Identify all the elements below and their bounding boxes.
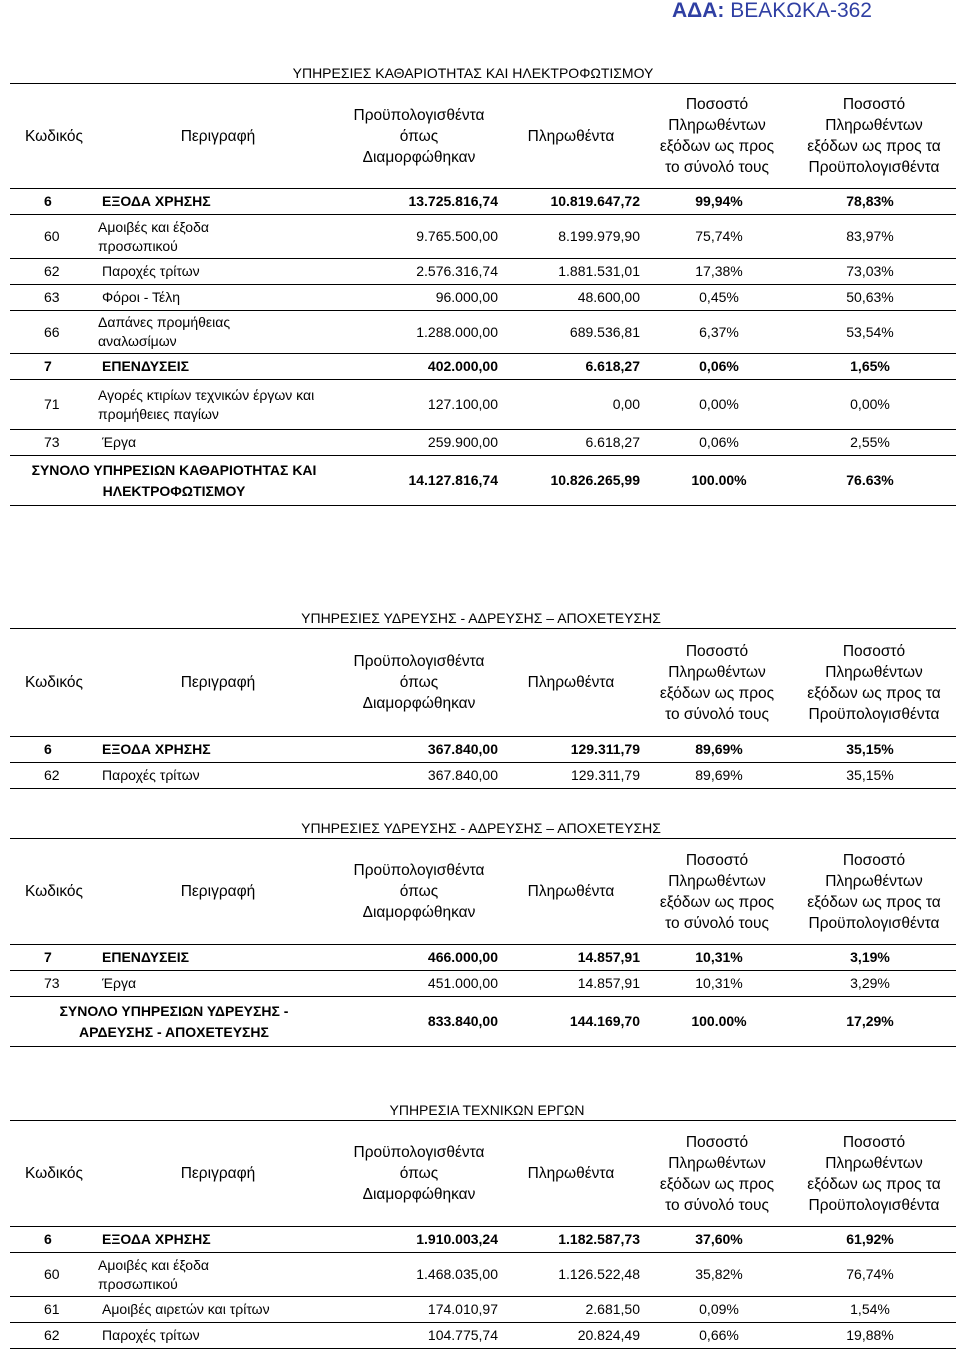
table-cell: 6 [10, 189, 98, 215]
table-cell: 10,31% [642, 945, 792, 971]
text: Δαπάνες προμήθειας αναλωσίμων [98, 314, 231, 349]
table-cell: 78,83% [792, 189, 956, 215]
text: Ποσοστό [842, 642, 906, 660]
table-cell: 0,06% [642, 430, 792, 456]
text: Πληρωθέντων [825, 1154, 923, 1172]
text: το σύνολό τους [665, 914, 769, 932]
total-row [10, 456, 956, 506]
text: Διαμορφώθηκαν [362, 904, 476, 921]
text: ΥΠΗΡΕΣΙΕΣ ΥΔΡΕΥΣΗΣ - ΑΔΡΕΥΣΗΣ – ΑΠΟΧΕΤΕΥΣΗΣ [301, 610, 661, 626]
col-desc: Περιγραφή [98, 1121, 338, 1227]
text: Αγορές κτιρίων τεχνικών έργων και προμήθειες παγίων [98, 386, 315, 422]
table-cell: 35,15% [792, 737, 956, 763]
table-cell: 0,45% [642, 285, 792, 311]
table-cell: Έργα [98, 430, 338, 456]
table-cell: 10.819.647,72 [500, 189, 642, 215]
text: ΥΠΗΡΕΣΙΑ ΤΕΧΝΙΚΩΝ ΕΡΓΩΝ [389, 1102, 585, 1118]
text: εξόδων ως προς τα [807, 1175, 941, 1193]
table-cell: 50,63% [792, 285, 956, 311]
col-pct-budget [792, 1121, 956, 1227]
table-cell: 2.576.316,74 [338, 259, 500, 285]
table-cell: 19,88% [792, 1323, 956, 1349]
table-cell: 1,54% [792, 1297, 956, 1323]
table-cell: ΕΞΟΔΑ ΧΡΗΣΗΣ [98, 189, 338, 215]
text: Ποσοστό [842, 1133, 906, 1151]
col-pct-total [642, 84, 792, 189]
section-water-1 [10, 608, 956, 789]
ada-prefix: ΑΔΑ: [671, 0, 725, 22]
col-code: Κωδικός [10, 839, 98, 945]
table-cell: 63 [10, 285, 98, 311]
text: Διαμορφώθηκαν [362, 695, 476, 712]
table-cell: ΣΥΝΟΛΟ ΥΠΗΡΕΣΙΩΝ ΚΑΘΑΡΙΟΤΗΤΑΣ ΚΑΙ ΗΛΕΚΤΡΟΦΩΤΙΣΜΟΥ [10, 456, 338, 506]
table-cell: 129.311,79 [500, 737, 642, 763]
table-cell: 76,74% [792, 1253, 956, 1297]
table-cell: Παροχές τρίτων [98, 1323, 338, 1349]
table-cell: 17,38% [642, 259, 792, 285]
table-row [10, 945, 956, 971]
table-cell: 37,60% [642, 1227, 792, 1253]
table-cell: 61 [10, 1297, 98, 1323]
total-row [10, 997, 956, 1047]
table-cell: 71 [10, 380, 98, 430]
section-water-2 [10, 818, 956, 1047]
table-cell: 1.182.587,73 [500, 1227, 642, 1253]
table-cell: 689.536,81 [500, 311, 642, 354]
header-row [10, 629, 956, 737]
col-paid: Πληρωθέντα [500, 1121, 642, 1227]
table-cell: 62 [10, 763, 98, 789]
table-cell: 66 [10, 311, 98, 354]
col-paid: Πληρωθέντα [500, 839, 642, 945]
table-cell [98, 311, 338, 354]
section-title [10, 63, 956, 83]
table-cell: 73 [10, 430, 98, 456]
table-cell: 62 [10, 1323, 98, 1349]
text: Πληρωθέντων [825, 117, 923, 134]
table-cell: 14.127.816,74 [338, 456, 500, 506]
text: Πληρωθέντων [825, 872, 923, 890]
text: εξόδων ως προς [659, 1175, 775, 1193]
text: Αμοιβές και έξοδα προσωπικού [98, 1256, 209, 1292]
table-cell: 10.826.265,99 [500, 456, 642, 506]
table-cell: Έργα [98, 971, 338, 997]
table-cell: 6.618,27 [500, 430, 642, 456]
text: εξόδων ως προς [659, 138, 775, 155]
col-desc: Περιγραφή [98, 839, 338, 945]
table-row [10, 311, 956, 354]
table-cell [98, 380, 338, 430]
table-cell: 96.000,00 [338, 285, 500, 311]
header-row [10, 1121, 956, 1227]
table-cell: 62 [10, 259, 98, 285]
table-cell: 833.840,00 [338, 997, 500, 1047]
table-cell: 6.618,27 [500, 354, 642, 380]
table-cell: 7 [10, 354, 98, 380]
table-cell: ΣΥΝΟΛΟ ΥΠΗΡΕΣΙΩΝ ΥΔΡΕΥΣΗΣ - ΑΡΔΕΥΣΗΣ - ΑΠΟΧΕΤΕΥΣΗΣ [10, 997, 338, 1047]
table-row [10, 354, 956, 380]
table-cell: 0,09% [642, 1297, 792, 1323]
table-cell: 144.169,70 [500, 997, 642, 1047]
text: Ποσοστό [842, 851, 906, 869]
table-cell: 83,97% [792, 215, 956, 259]
text: Προϋπολογισθέντα [808, 159, 940, 176]
budget-table [10, 838, 956, 1047]
table-row [10, 285, 956, 311]
table-cell: 14.857,91 [500, 971, 642, 997]
table-cell: 1,65% [792, 354, 956, 380]
table-cell: 3,29% [792, 971, 956, 997]
text: Προϋπολογισθέντα [808, 914, 940, 932]
table-cell: 8.199.979,90 [500, 215, 642, 259]
table-cell: 6 [10, 737, 98, 763]
table-row [10, 380, 956, 430]
table-cell: 100.00% [642, 997, 792, 1047]
table-cell: 129.311,79 [500, 763, 642, 789]
text: όπως [399, 883, 439, 900]
table-row [10, 763, 956, 789]
table-cell: 259.900,00 [338, 430, 500, 456]
table-cell: 73,03% [792, 259, 956, 285]
text: εξόδων ως προς τα [807, 893, 941, 911]
text: Ποσοστό [685, 642, 749, 660]
table-cell: 0,06% [642, 354, 792, 380]
table-cell: 17,29% [792, 997, 956, 1047]
table-cell: 466.000,00 [338, 945, 500, 971]
table-cell: 10,31% [642, 971, 792, 997]
col-paid: Πληρωθέντα [500, 629, 642, 737]
table-cell: Παροχές τρίτων [98, 763, 338, 789]
table-cell: 451.000,00 [338, 971, 500, 997]
col-paid: Πληρωθέντα [500, 84, 642, 189]
text: Διαμορφώθηκαν [362, 148, 476, 166]
text: Ποσοστό [685, 96, 749, 113]
text: το σύνολό τους [665, 1196, 769, 1214]
table-cell: 89,69% [642, 737, 792, 763]
table-cell: ΕΠΕΝΔΥΣΕΙΣ [98, 945, 338, 971]
col-code: Κωδικός [10, 84, 98, 189]
table-cell: 1.881.531,01 [500, 259, 642, 285]
col-pct-budget [792, 629, 956, 737]
text: εξόδων ως προς [659, 893, 775, 911]
text: Προϋπολογισθέντα [353, 1144, 485, 1161]
table-row [10, 430, 956, 456]
text: Πληρωθέντων [668, 663, 766, 681]
table-cell: Φόροι - Τέλη [98, 285, 338, 311]
table-row [10, 215, 956, 259]
section-title [10, 818, 956, 838]
text: Πληρωθέντων [668, 1154, 766, 1172]
text: εξόδων ως προς τα [807, 138, 941, 155]
text: ΥΠΗΡΕΣΙΕΣ ΚΑΘΑΡΙΟΤΗΤΑΣ ΚΑΙ ΗΛΕΚΤΡΟΦΩΤΙΣΜΟΥ [292, 65, 654, 81]
section-cleaning [10, 63, 956, 506]
col-pct-total [642, 629, 792, 737]
table-cell: 367.840,00 [338, 763, 500, 789]
table-cell: 14.857,91 [500, 945, 642, 971]
text: Ποσοστό [685, 851, 749, 869]
table-cell: 2,55% [792, 430, 956, 456]
table-row [10, 189, 956, 215]
text: Αμοιβές και έξοδα προσωπικού [98, 218, 209, 254]
table-cell [98, 215, 338, 259]
text: το σύνολό τους [665, 705, 769, 723]
table-cell: 1.126.522,48 [500, 1253, 642, 1297]
budget-table [10, 1120, 956, 1349]
table-cell: 35,82% [642, 1253, 792, 1297]
table-cell: 0,00% [792, 380, 956, 430]
col-budget [338, 839, 500, 945]
col-code: Κωδικός [10, 629, 98, 737]
ada-label [672, 0, 872, 23]
table-cell: 402.000,00 [338, 354, 500, 380]
table-cell: ΕΞΟΔΑ ΧΡΗΣΗΣ [98, 1227, 338, 1253]
col-pct-budget [792, 84, 956, 189]
table-cell: 0,00% [642, 380, 792, 430]
text: Προϋπολογισθέντα [808, 1196, 940, 1214]
text: όπως [399, 127, 439, 145]
table-cell: 0,66% [642, 1323, 792, 1349]
col-desc: Περιγραφή [98, 629, 338, 737]
text: εξόδων ως προς τα [807, 684, 941, 702]
table-cell: ΕΠΕΝΔΥΣΕΙΣ [98, 354, 338, 380]
table-cell: 1.288.000,00 [338, 311, 500, 354]
text: Πληρωθέντων [825, 663, 923, 681]
table-cell: 104.775,74 [338, 1323, 500, 1349]
ada-code: ΒΕΑΚΩΚΑ-362 [730, 0, 872, 22]
col-budget [338, 1121, 500, 1227]
table-cell: ΕΞΟΔΑ ΧΡΗΣΗΣ [98, 737, 338, 763]
col-budget [338, 629, 500, 737]
section-technical-works [10, 1100, 956, 1349]
header-row [10, 84, 956, 189]
table-row [10, 1253, 956, 1297]
table-cell: 13.725.816,74 [338, 189, 500, 215]
table-cell: 20.824,49 [500, 1323, 642, 1349]
table-cell: 3,19% [792, 945, 956, 971]
text: Ποσοστό [685, 1133, 749, 1151]
budget-table [10, 83, 956, 506]
text: Διαμορφώθηκαν [362, 1186, 476, 1203]
text: εξόδων ως προς [659, 684, 775, 702]
table-cell: 6 [10, 1227, 98, 1253]
table-cell: 9.765.500,00 [338, 215, 500, 259]
col-pct-total [642, 1121, 792, 1227]
col-code: Κωδικός [10, 1121, 98, 1227]
table-row [10, 1297, 956, 1323]
table-cell: 367.840,00 [338, 737, 500, 763]
table-cell: 53,54% [792, 311, 956, 354]
table-cell: 60 [10, 215, 98, 259]
table-cell: 100.00% [642, 456, 792, 506]
budget-table [10, 628, 956, 789]
table-cell: 6,37% [642, 311, 792, 354]
table-cell: Παροχές τρίτων [98, 259, 338, 285]
text: Προϋπολογισθέντα [808, 705, 940, 723]
text: το σύνολό τους [665, 159, 769, 176]
table-row [10, 1227, 956, 1253]
section-title [10, 608, 956, 628]
table-cell: 60 [10, 1253, 98, 1297]
col-pct-total [642, 839, 792, 945]
table-cell: Αμοιβές αιρετών και τρίτων [98, 1297, 338, 1323]
table-cell: 1.468.035,00 [338, 1253, 500, 1297]
text: Ποσοστό [842, 96, 906, 113]
text: όπως [399, 674, 439, 691]
header-row [10, 839, 956, 945]
col-desc: Περιγραφή [98, 84, 338, 189]
table-row [10, 737, 956, 763]
text: Πληρωθέντων [668, 872, 766, 890]
table-cell: 127.100,00 [338, 380, 500, 430]
table-cell: 0,00 [500, 380, 642, 430]
table-row [10, 971, 956, 997]
text: όπως [399, 1165, 439, 1182]
table-cell: 89,69% [642, 763, 792, 789]
table-cell: 174.010,97 [338, 1297, 500, 1323]
text: Προϋπολογισθέντα [353, 862, 485, 879]
text: ΥΠΗΡΕΣΙΕΣ ΥΔΡΕΥΣΗΣ - ΑΔΡΕΥΣΗΣ – ΑΠΟΧΕΤΕΥΣΗΣ [301, 820, 661, 836]
col-budget [338, 84, 500, 189]
text: Προϋπολογισθέντα [353, 106, 485, 124]
text: Πληρωθέντων [668, 117, 766, 134]
col-pct-budget [792, 839, 956, 945]
table-cell: 2.681,50 [500, 1297, 642, 1323]
table-cell: 7 [10, 945, 98, 971]
table-cell: 99,94% [642, 189, 792, 215]
table-cell: 61,92% [792, 1227, 956, 1253]
table-cell: 76.63% [792, 456, 956, 506]
table-cell: 1.910.003,24 [338, 1227, 500, 1253]
text: Προϋπολογισθέντα [353, 653, 485, 670]
table-row [10, 259, 956, 285]
table-cell: 75,74% [642, 215, 792, 259]
table-cell: 35,15% [792, 763, 956, 789]
table-cell [98, 1253, 338, 1297]
table-cell: 73 [10, 971, 98, 997]
table-cell: 48.600,00 [500, 285, 642, 311]
section-title [10, 1100, 956, 1120]
